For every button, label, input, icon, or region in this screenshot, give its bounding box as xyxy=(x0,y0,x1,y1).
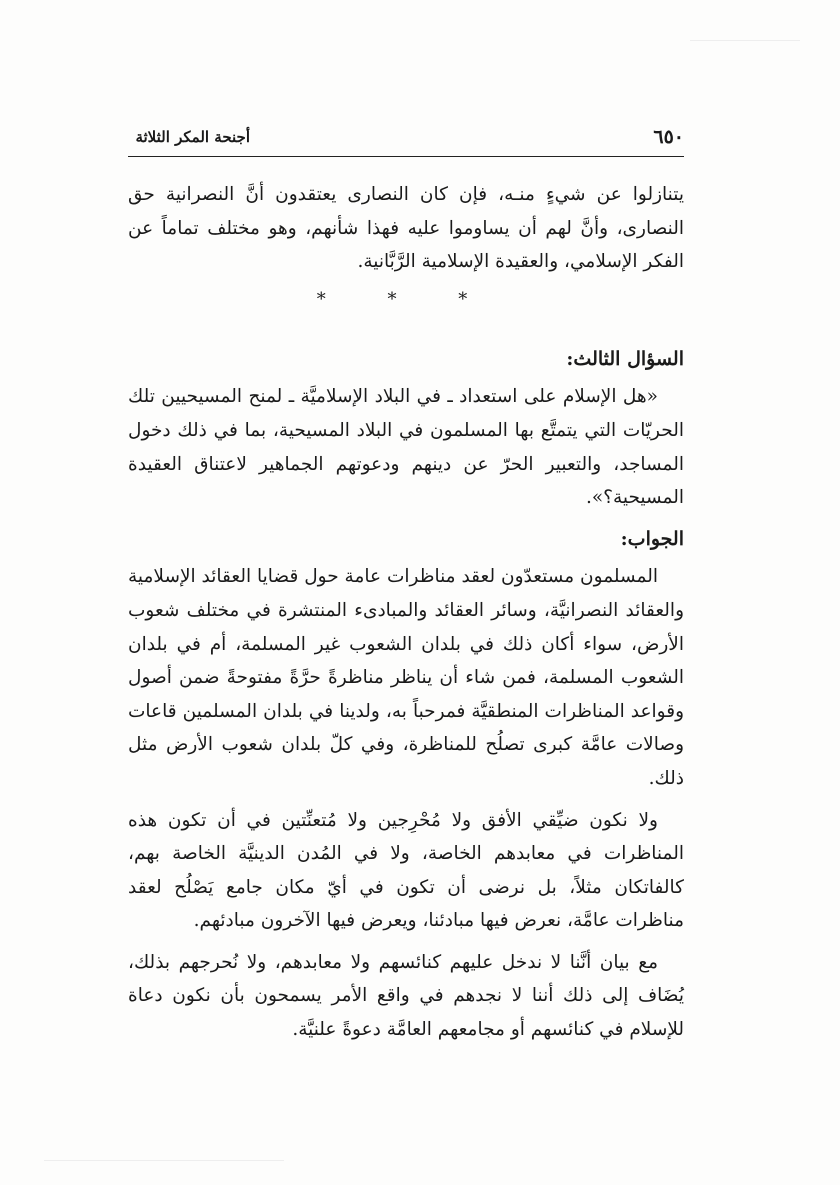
paragraph-continued: يتنازلوا عن شيءٍ منـه، فإن كان النصارى يعتقدون أنَّ النصرانية حق النصارى، وأنَّ لهم أن يساوموا عليه فهذا شأنهم، وهو مختلف تماماً عن الفكر الإسلامي، والعقيدة الإسلامية الرَّبَّانية. xyxy=(128,184,684,273)
book-title: أجنحة المكر الثلاثة xyxy=(135,128,250,146)
answer-paragraph-2: ولا نكون ضيِّقي الأفق ولا مُحْرِجين ولا مُتعنِّتين في أن تكون هذه المناظرات في معابدهم الخاصة، ولا في المُدن الدينيَّة الخاصة بهم، كالفاتكان مثلاً، بل نرضى أن تكون في أيّ مكان جامع يَصْلُح لعقد مناظرات عامَّة، نعرض فيها مبادئنا، ويعرض فيها الآخرون مبادئهم. xyxy=(128,809,684,932)
running-header xyxy=(128,128,684,154)
page-number: ٦٥٠ xyxy=(653,126,684,148)
header-divider xyxy=(128,156,684,157)
scan-artifact-line-bottom xyxy=(44,1160,284,1161)
answer-paragraph-1: المسلمون مستعدّون لعقد مناظرات عامة حول قضايا العقائد الإسلامية والعقائد النصرانيَّة، وسائر العقائد والمبادىء المنتشرة في مختلف شعوب الأرض، سواء أكان ذلك في بلدان الشعوب غير المسلمة، أم في بلدان الشعوب المسلمة، فمن شاء أن يناظر مناظرةً حرَّةً مفتوحةً ضمن أصول وقواعد المناظرات المنطقيَّة فمرحباً به، ولدينا في بلدان المسلمين قاعات وصالات عامَّة كبرى تصلُح للمناظرة، وفي كلّ بلدان شعوب الأرض مثل ذلك. xyxy=(128,566,684,789)
heading-third-question: السؤال الثالث: xyxy=(566,347,684,370)
page-body xyxy=(128,178,684,1047)
scan-artifact-line xyxy=(690,40,800,41)
answer-paragraph-3: مع بيان أنَّنا لا ندخل عليهم كنائسهم ولا معابدهم، ولا نُحرجهم بذلك، يُضَاف إلى ذلك أننا لا نجدهم في واقع الأمر يسمحون بأن نكون دعاة للإسلام في كنائسهم أو مجامعهم العامَّة دعوةً علنيَّة. xyxy=(128,951,684,1041)
heading-answer: الجواب: xyxy=(620,527,684,550)
question-quote: «هل الإسلام على استعداد ـ في البلاد الإسلاميَّة ـ لمنح المسيحيين تلك الحريّات التي يتمتَّع بها المسلمون في البلاد المسيحية، بما في ذلك دخول المساجد، والتعبير الحرّ عن دينهم ودعوتهم الجماهير لاعتناق العقيدة المسيحية؟». xyxy=(128,386,684,509)
section-separator-stars: * * * xyxy=(316,288,496,310)
